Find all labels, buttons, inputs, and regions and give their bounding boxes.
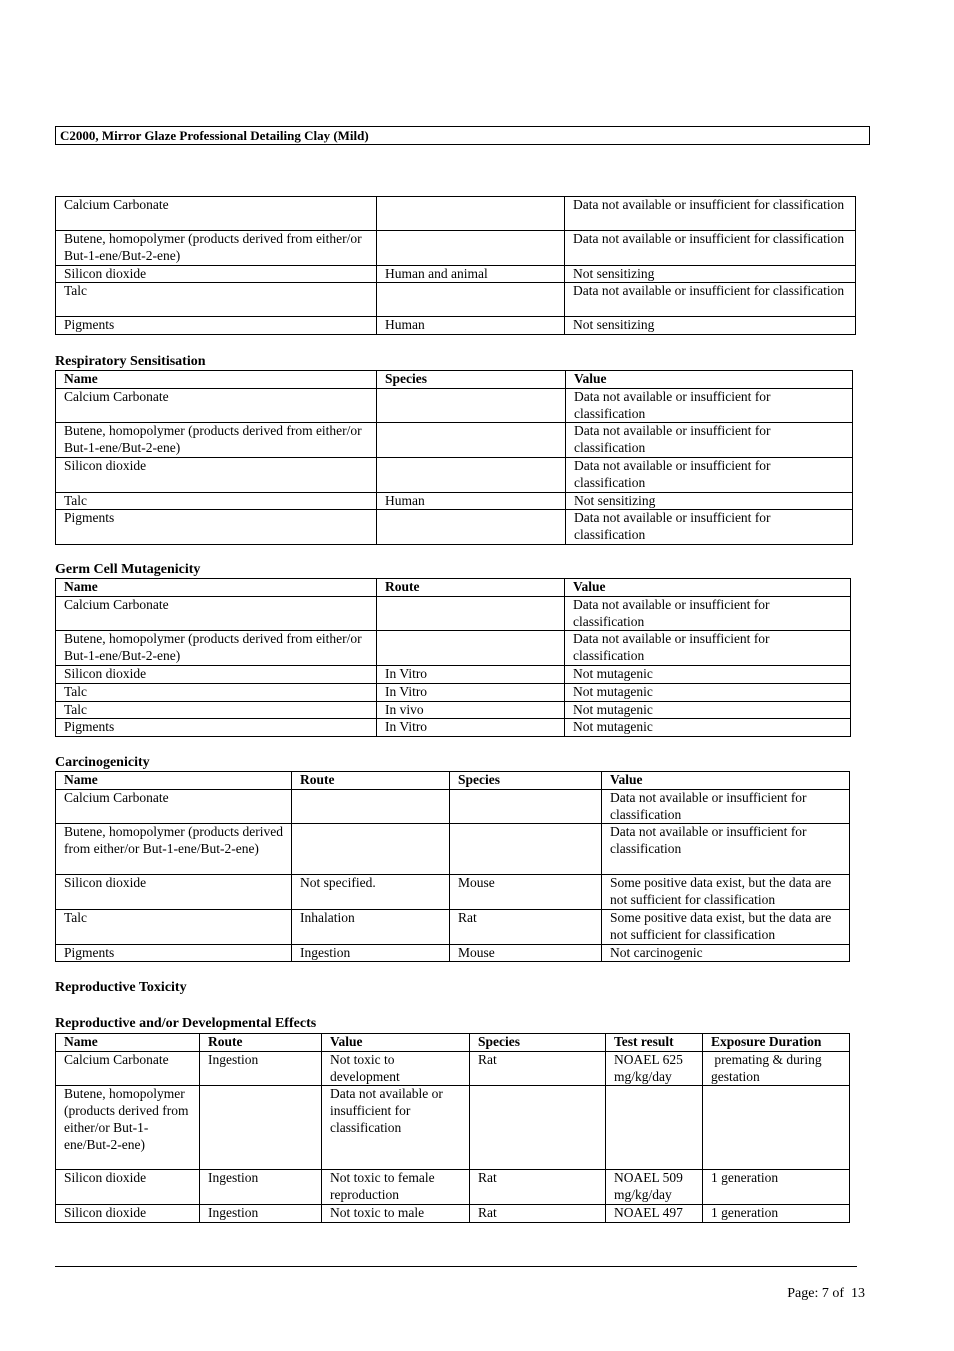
cell-value: Data not available or insufficient for classification (322, 1086, 470, 1170)
cell-test-result: NOAEL 509 mg/kg/day (606, 1170, 703, 1205)
cell-species (377, 457, 566, 492)
cell-value: Data not available or insufficient for classification (602, 824, 850, 875)
cell-route: Not specified. (292, 875, 450, 910)
cell-species (450, 824, 602, 875)
table-row (56, 701, 851, 719)
column-header-value: Value (565, 579, 851, 597)
column-header-value: Value (322, 1034, 470, 1052)
cell-value: Some positive data exist, but the data are not sufficient for classification (602, 875, 850, 910)
cell-name: Pigments (56, 317, 377, 335)
column-header-name: Name (56, 772, 292, 790)
column-header-exposure-duration: Exposure Duration (703, 1034, 850, 1052)
cell-route: In Vitro (377, 665, 565, 683)
cell-name: Butene, homopolymer (products derived from either/or But-1-ene/But-2-ene) (56, 824, 292, 875)
cell-name: Butene, homopolymer (products derived from either/or But-1-ene/But-2-ene) (56, 631, 377, 666)
cell-name: Calcium Carbonate (56, 596, 377, 631)
cell-route (377, 596, 565, 631)
column-header-value: Value (602, 772, 850, 790)
cell-exposure-duration: premating & during gestation (703, 1051, 850, 1086)
cell-route (292, 789, 450, 824)
column-header-value: Value (566, 371, 853, 389)
table-row (56, 1051, 850, 1086)
table-row (56, 197, 856, 231)
cell-route: In Vitro (377, 719, 565, 737)
cell-route: In vivo (377, 701, 565, 719)
cell-value: Not toxic to development (322, 1051, 470, 1086)
table-row (56, 719, 851, 737)
cell-value: Data not available or insufficient for classification (565, 231, 856, 266)
table-header-row (56, 371, 853, 389)
germ-cell-mutagenicity-table (55, 578, 851, 737)
column-header-name: Name (56, 371, 377, 389)
cell-species (377, 388, 566, 423)
cell-route: In Vitro (377, 683, 565, 701)
cell-route: Ingestion (200, 1170, 322, 1205)
column-header-name: Name (56, 1034, 200, 1052)
cell-species (377, 510, 566, 545)
table-row (56, 510, 853, 545)
cell-value: Not sensitizing (565, 265, 856, 283)
cell-name: Butene, homopolymer (products derived from either/or But-1-ene/But-2-ene) (56, 423, 377, 458)
cell-species (377, 283, 565, 317)
cell-species (450, 789, 602, 824)
cell-species: Rat (450, 909, 602, 944)
table-header-row (56, 1034, 850, 1052)
cell-name: Pigments (56, 510, 377, 545)
cell-value: Not mutagenic (565, 683, 851, 701)
cell-route (292, 824, 450, 875)
cell-route (200, 1086, 322, 1170)
table-header-row (56, 579, 851, 597)
cell-value: Not mutagenic (565, 665, 851, 683)
cell-name: Calcium Carbonate (56, 789, 292, 824)
cell-name: Silicon dioxide (56, 665, 377, 683)
cell-value: Data not available or insufficient for classification (566, 423, 853, 458)
cell-value: Data not available or insufficient for classification (566, 388, 853, 423)
cell-name: Talc (56, 909, 292, 944)
cell-test-result (606, 1086, 703, 1170)
cell-route: Ingestion (292, 944, 450, 962)
section-title-respiratory: Respiratory Sensitisation (55, 354, 206, 369)
cell-value: Data not available or insufficient for classification (565, 596, 851, 631)
cell-name: Talc (56, 683, 377, 701)
table-row (56, 265, 856, 283)
cell-name: Calcium Carbonate (56, 197, 377, 231)
cell-name: Silicon dioxide (56, 1204, 200, 1222)
table-row (56, 683, 851, 701)
cell-route: Ingestion (200, 1051, 322, 1086)
table-row (56, 492, 853, 510)
cell-value: Data not available or insufficient for classification (565, 197, 856, 231)
cell-species: Human (377, 492, 566, 510)
cell-value: Not sensitizing (565, 317, 856, 335)
table-row (56, 423, 853, 458)
section-title-reproductive-effects: Reproductive and/or Developmental Effects (55, 1016, 317, 1031)
table-row (56, 944, 850, 962)
cell-species: Mouse (450, 875, 602, 910)
footer-divider (55, 1266, 857, 1267)
cell-test-result: NOAEL 625 mg/kg/day (606, 1051, 703, 1086)
cell-name: Talc (56, 701, 377, 719)
cell-name: Pigments (56, 944, 292, 962)
cell-value: Not mutagenic (565, 719, 851, 737)
table-row (56, 457, 853, 492)
column-header-name: Name (56, 579, 377, 597)
cell-value: Not mutagenic (565, 701, 851, 719)
cell-name: Silicon dioxide (56, 265, 377, 283)
table-row (56, 388, 853, 423)
table-row (56, 596, 851, 631)
cell-value: Not carcinogenic (602, 944, 850, 962)
document-title: C2000, Mirror Glaze Professional Detailing Clay (Mild) (55, 126, 870, 145)
cell-value: Data not available or insufficient for classification (566, 457, 853, 492)
section-title-reproductive-toxicity: Reproductive Toxicity (55, 980, 187, 995)
cell-value: Data not available or insufficient for classification (566, 510, 853, 545)
carcinogenicity-table (55, 771, 850, 962)
skin-sensitisation-table (55, 196, 856, 335)
table-row (56, 875, 850, 910)
table-row (56, 665, 851, 683)
cell-name: Silicon dioxide (56, 457, 377, 492)
cell-species: Human and animal (377, 265, 565, 283)
cell-name: Pigments (56, 719, 377, 737)
column-header-species: Species (377, 371, 566, 389)
cell-name: Talc (56, 492, 377, 510)
respiratory-sensitisation-table (55, 370, 853, 545)
page-number: Page: 7 of 13 (787, 1286, 865, 1301)
cell-exposure-duration: 1 generation (703, 1204, 850, 1222)
column-header-route: Route (377, 579, 565, 597)
cell-name: Calcium Carbonate (56, 388, 377, 423)
cell-value: Some positive data exist, but the data are not sufficient for classification (602, 909, 850, 944)
table-row (56, 283, 856, 317)
table-row (56, 909, 850, 944)
cell-species: Human (377, 317, 565, 335)
cell-exposure-duration (703, 1086, 850, 1170)
cell-species: Rat (470, 1051, 606, 1086)
cell-name: Silicon dioxide (56, 875, 292, 910)
cell-name: Butene, homopolymer (products derived from either/or But-1-ene/But-2-ene) (56, 231, 377, 266)
cell-species: Rat (470, 1170, 606, 1205)
table-row (56, 1170, 850, 1205)
table-header-row (56, 772, 850, 790)
cell-species (377, 197, 565, 231)
table-row (56, 1086, 850, 1170)
cell-species: Rat (470, 1204, 606, 1222)
table-row (56, 231, 856, 266)
cell-route: Inhalation (292, 909, 450, 944)
cell-species (377, 231, 565, 266)
table-row (56, 824, 850, 875)
cell-value: Not toxic to female reproduction (322, 1170, 470, 1205)
cell-species: Mouse (450, 944, 602, 962)
cell-name: Butene, homopolymer (products derived from either/or But-1-ene/But-2-ene) (56, 1086, 200, 1170)
cell-species (470, 1086, 606, 1170)
reproductive-effects-table (55, 1033, 850, 1223)
cell-value: Data not available or insufficient for classification (565, 631, 851, 666)
column-header-species: Species (450, 772, 602, 790)
cell-value: Data not available or insufficient for classification (565, 283, 856, 317)
cell-exposure-duration: 1 generation (703, 1170, 850, 1205)
cell-test-result: NOAEL 497 (606, 1204, 703, 1222)
table-row (56, 789, 850, 824)
column-header-species: Species (470, 1034, 606, 1052)
table-row (56, 631, 851, 666)
cell-name: Silicon dioxide (56, 1170, 200, 1205)
cell-route (377, 631, 565, 666)
cell-name: Calcium Carbonate (56, 1051, 200, 1086)
column-header-route: Route (292, 772, 450, 790)
cell-route: Ingestion (200, 1204, 322, 1222)
section-title-germ-cell: Germ Cell Mutagenicity (55, 562, 201, 577)
table-row (56, 317, 856, 335)
section-title-carcinogenicity: Carcinogenicity (55, 755, 150, 770)
cell-name: Talc (56, 283, 377, 317)
cell-value: Not sensitizing (566, 492, 853, 510)
cell-value: Data not available or insufficient for classification (602, 789, 850, 824)
column-header-route: Route (200, 1034, 322, 1052)
cell-value: Not toxic to male (322, 1204, 470, 1222)
table-row (56, 1204, 850, 1222)
cell-species (377, 423, 566, 458)
column-header-test-result: Test result (606, 1034, 703, 1052)
